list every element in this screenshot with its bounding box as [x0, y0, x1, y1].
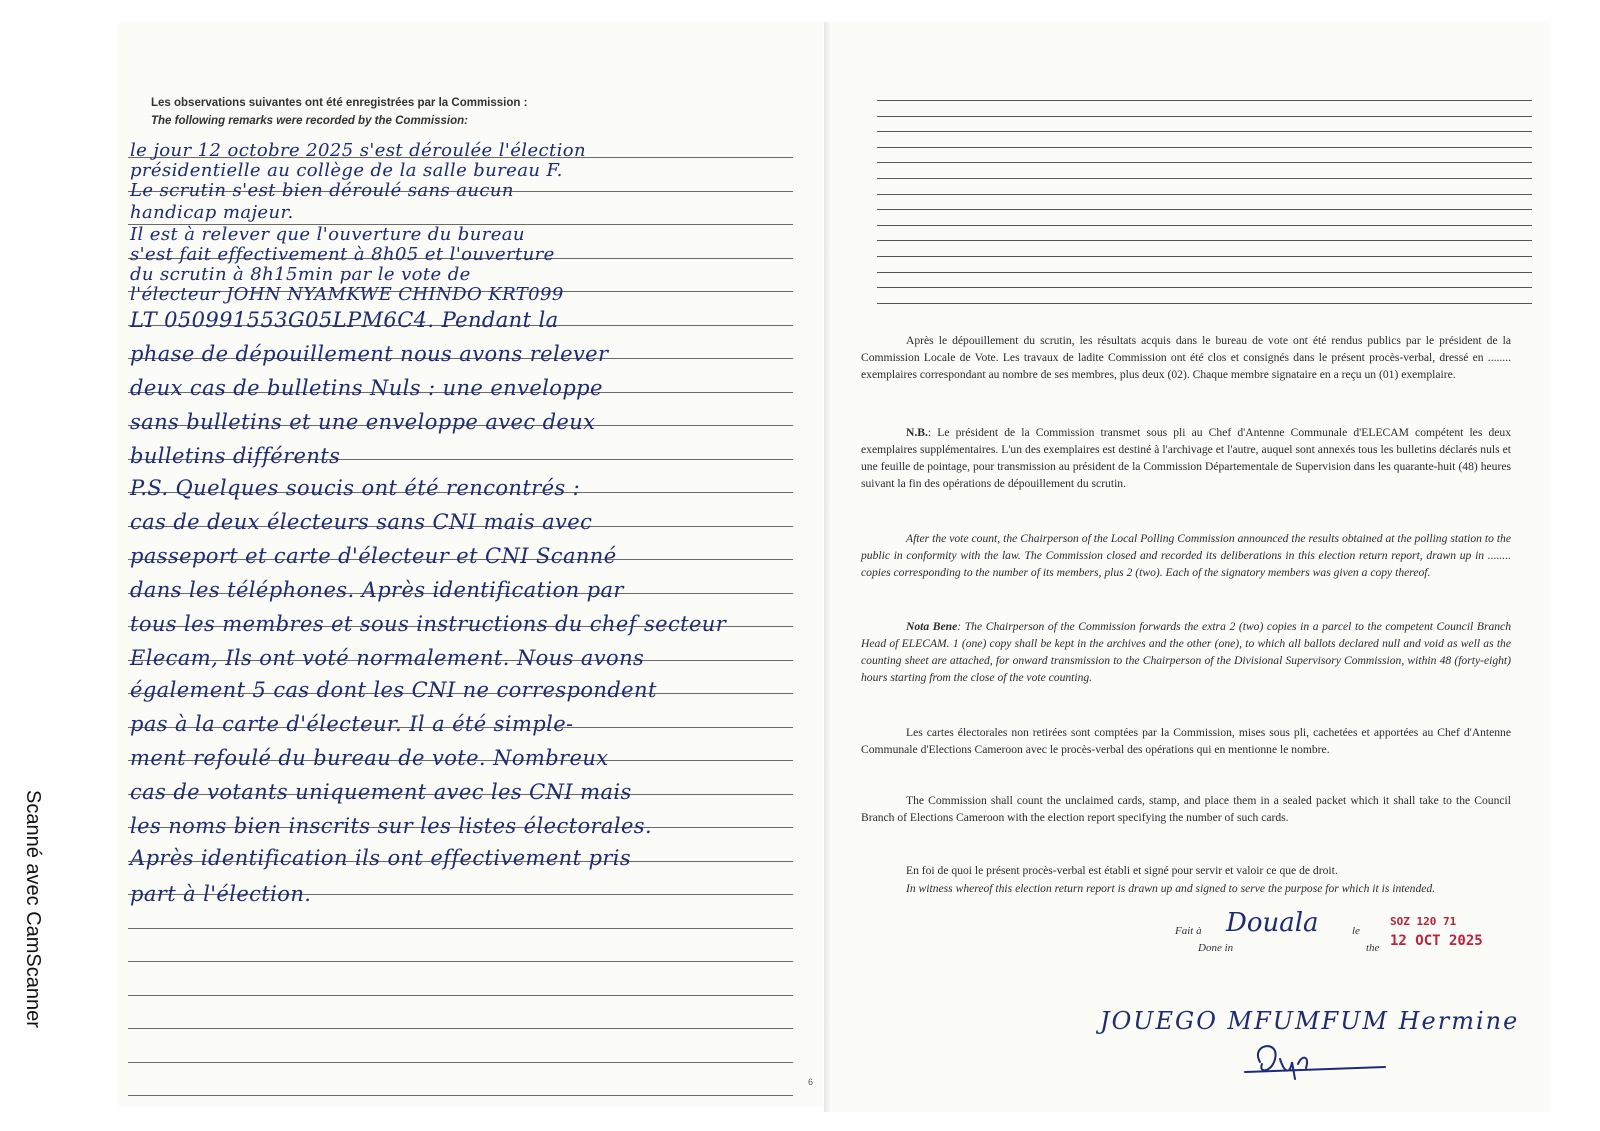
handwritten-line: passeport et carte d'électeur et CNI Scanné [130, 544, 617, 568]
remarks-heading-en: The following remarks were recorded by the Commission: [151, 115, 468, 127]
handwritten-line: les noms bien inscrits sur les listes électorales. [130, 814, 653, 838]
handwritten-line: part à l'élection. [130, 882, 312, 906]
place-handwritten: Douala [1226, 908, 1319, 938]
handwritten-line: LT 050991553G05LPM6C4. Pendant la [130, 308, 559, 332]
stamp-code: SOZ 120 71 [1390, 915, 1457, 928]
handwritten-line: cas de votants uniquement avec les CNI mais [130, 780, 632, 804]
handwritten-line: phase de dépouillement nous avons relever [130, 342, 609, 366]
handwritten-line: tous les membres et sous instructions du chef secteur [130, 612, 727, 636]
signer-name: JOUEGO MFUMFUM Hermine [1100, 1007, 1520, 1035]
blank-line [877, 162, 1532, 163]
nota-bene-paragraph-en: Nota Bene: The Chairperson of the Commission forwards the extra 2 (two) copies in a parcel to the competent Council Branch Head of ELECAM. 1 (one) copy shall be kept in the archives and the other (one), to which all ballots declared null and void as well as the counting sheet are attached, for onward transmission to the Chairperson of the Divisional Supervisory Commission, within 48 (forty-eight) hours starting from the close of the vote counting. [861, 620, 1512, 684]
blank-line [877, 240, 1532, 241]
rule-line [128, 928, 793, 929]
blank-line [877, 256, 1532, 257]
the-label: the [1366, 942, 1380, 954]
signature-mark [1240, 1034, 1390, 1084]
le-label: le [1352, 925, 1360, 937]
handwritten-line: cas de deux électeurs sans CNI mais avec [130, 510, 593, 534]
results-paragraph-en: After the vote count, the Chairperson of the Local Polling Commission announced the results obtained at the polling station to the public in conformity with the law. The Commission closed and recorded its deliberations in this election return report, drawn up in ........ copies corresponding to the number of its members, plus 2 (two). Each of the signatory members was given a copy thereof. [861, 532, 1511, 579]
handwritten-line: présidentielle au collège de la salle bureau F. [130, 160, 563, 181]
handwritten-line: P.S. Quelques soucis ont été rencontrés : [130, 476, 581, 500]
page-number: 6 [808, 1077, 814, 1087]
camscanner-watermark: Scanné avec CamScanner [22, 790, 44, 1028]
blank-line [877, 147, 1532, 148]
date-stamp: 12 OCT 2025 [1390, 933, 1483, 949]
handwritten-line: du scrutin à 8h15min par le vote de [130, 264, 471, 285]
blank-line [877, 287, 1532, 288]
results-paragraph-fr: Après le dépouillement du scrutin, les résultats acquis dans le bureau de vote ont été rendus publics par le président de la Commission Locale de Vote. Les travaux de ladite Commission ont été clos et consignés dans le présent procès-verbal, dressé en ........ exemplaires correspondant au nombre de ses membres, plus deux (02). Chaque membre signataire en a reçu un (01) exemplaire. [861, 334, 1511, 381]
handwritten-line: handicap majeur. [130, 202, 294, 223]
handwritten-line: dans les téléphones. Après identification par [130, 578, 624, 602]
rule-line [128, 1095, 793, 1096]
right-page [830, 22, 1550, 1112]
left-page [118, 22, 823, 1107]
rule-line [128, 995, 793, 996]
handwritten-line: Après identification ils ont effectivement pris [130, 846, 632, 870]
handwritten-line: sans bulletins et une enveloppe avec deux [130, 410, 596, 434]
handwritten-line: ment refoulé du bureau de vote. Nombreux [130, 746, 609, 770]
blank-line [877, 209, 1532, 210]
handwritten-line: également 5 cas dont les CNI ne correspondent [130, 678, 657, 702]
handwritten-line: Le scrutin s'est bien déroulé sans aucun [130, 180, 514, 201]
blank-line [877, 272, 1532, 273]
handwritten-line: pas à la carte d'électeur. Il a été simple- [130, 712, 574, 736]
handwritten-line: l'électeur JOHN NYAMKWE CHINDO KRT099 [130, 284, 564, 305]
fait-a-label: Fait à [1175, 925, 1202, 937]
witness-statement-en: In witness whereof this election return report is drawn up and signed to serve the purpose for which it is intended. [906, 882, 1436, 895]
handwritten-line: s'est fait effectivement à 8h05 et l'ouverture [130, 244, 555, 265]
remarks-heading-fr: Les observations suivantes ont été enregistrées par la Commission : [151, 97, 528, 109]
done-in-label: Done in [1198, 942, 1234, 954]
blank-line [877, 178, 1532, 179]
witness-statement-fr: En foi de quoi le présent procès-verbal est établi et signé pour servir et valoir ce que de droit. [906, 864, 1338, 877]
rule-line [128, 961, 793, 962]
rule-line [128, 1062, 793, 1063]
handwritten-line: Elecam, Ils ont voté normalement. Nous avons [130, 646, 645, 670]
handwritten-line: Il est à relever que l'ouverture du bureau [130, 224, 525, 245]
blank-line [877, 116, 1532, 117]
rule-line [128, 1028, 793, 1029]
blank-line [877, 100, 1532, 101]
blank-line [877, 303, 1532, 304]
blank-line [877, 194, 1532, 195]
blank-line [877, 225, 1532, 226]
handwritten-line: bulletins différents [130, 444, 341, 468]
blank-line [877, 131, 1532, 132]
handwritten-line: deux cas de bulletins Nuls : une enveloppe [130, 376, 603, 400]
cards-paragraph-en: The Commission shall count the unclaimed cards, stamp, and place them in a sealed packet which it shall take to the Council Branch of Elections Cameroon with the election report specifying the number of such cards. [861, 794, 1511, 824]
nb-paragraph-fr: N.B.: Le président de la Commission transmet sous pli au Chef d'Antenne Communale d'ELECAM compétent les deux exemplaires supplémentaires. L'un des exemplaires est destiné à l'archivage et l'autre, auquel sont annexés tous les bulletins déclarés nuls et une feuille de pointage, pour transmission au président de la Commission Départementale de Supervision dans les quarante-huit (48) heures suivant la fin des opérations de dépouillement du scrutin. [861, 426, 1511, 490]
handwritten-line: le jour 12 octobre 2025 s'est déroulée l'élection [130, 140, 587, 161]
cards-paragraph-fr: Les cartes électorales non retirées sont comptées par la Commission, mises sous pli, cachetées et apportées au Chef d'Antenne Communale d'Elections Cameroon avec le procès-verbal des opérations qui en mentionne le nombre. [861, 726, 1511, 756]
